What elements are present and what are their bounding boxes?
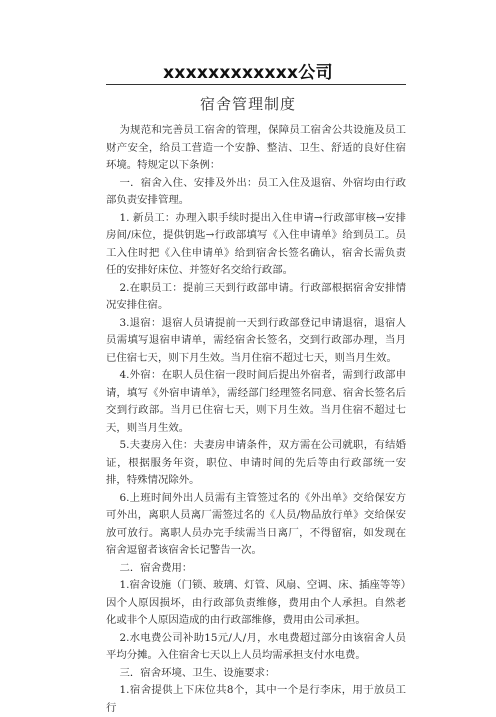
clause-1-1: 1. 新员工：办理入职手续时提出入住申请→行政部审核→安排房间/床位，提供钥匙→行政部填写《入住申请单》给到员工。员工入住时把《入住申请单》给到宿舍长签名确认，宿舍长需负责任的安排好床位、并签好名交给行政部。 (106, 211, 406, 276)
header-divider (106, 84, 406, 85)
company-name: xxxxxxxxxxxx公司 (163, 63, 333, 83)
clause-3-1: 1.宿舍提供上下床位共8个，其中一个是行李床，用于放员工行 (106, 684, 406, 714)
intro-paragraph: 为规范和完善员工宿舍的管理，保障员工宿舍公共设施及员工财产安全，给员工营造一个安静、整洁、卫生、舒适的良好住宿环境。特规定以下条例： (106, 124, 406, 171)
section-2-heading: 二．宿舍费用： (119, 561, 193, 574)
clause-1-2: 2.在职员工：提前三天到行政部申请。行政部根据宿舍安排情况安排住宿。 (106, 281, 406, 311)
clause-1-3: 3.退宿：退宿人员请提前一天到行政部登记申请退宿，退宿人员需填写退宿申请单，需经宿舍长签名，交到行政部办理，当月已住宿七天，则下月生效。当月住宿不超过七天，则当月生效。 (106, 316, 406, 364)
clause-2-1: 1.宿舍设施（门锁、玻璃、灯管、风扇、空调、床、插座等等）因个人原因损坏，由行政部负责维修，费用由个人承担。自然老化或非个人原因造成的由行政部维修，费用由公司承担。 (106, 579, 406, 626)
section-1-heading: 一．宿舍入住、安排及外出：员工入住及退宿、外宿均由行政部负责安排管理。 (106, 176, 406, 206)
clause-1-6: 6.上班时间外出人员需有主管签过名的《外出单》交给保安方可外出，离职人员离厂需签过名的《人员/物品放行单》交给保安放可放行。离职人员办完手续需当日离厂，不得留宿，如发现在宿舍逗留者该宿舍长记警告一次。 (106, 491, 406, 556)
document-title: 宿舍管理制度 (199, 95, 296, 113)
document-body (106, 122, 406, 717)
section-3-heading: 三．宿舍环境、卫生、设施要求： (119, 666, 276, 679)
clause-2-2: 2.水电费公司补助15元/人/月，水电费超过部分由该宿舍人员平均分摊。入住宿舍七天以上人员均需承担支付水电费。 (106, 631, 406, 661)
clause-1-4: 4.外宿：在职人员住宿一段时间后提出外宿者，需到行政部申请，填写《外宿申请单》，需经部门经理签名同意、宿舍长签名后交到行政部。当月已住宿七天，则下月生效。当月住宿不超过七天，则当月生效。 (106, 369, 406, 434)
clause-1-5: 5.夫妻房入住：夫妻房申请条件，双方需在公司就职，有结婚证，根据服务年资，职位、申请时间的先后等由行政部统一安排，特殊情况除外。 (106, 439, 406, 486)
